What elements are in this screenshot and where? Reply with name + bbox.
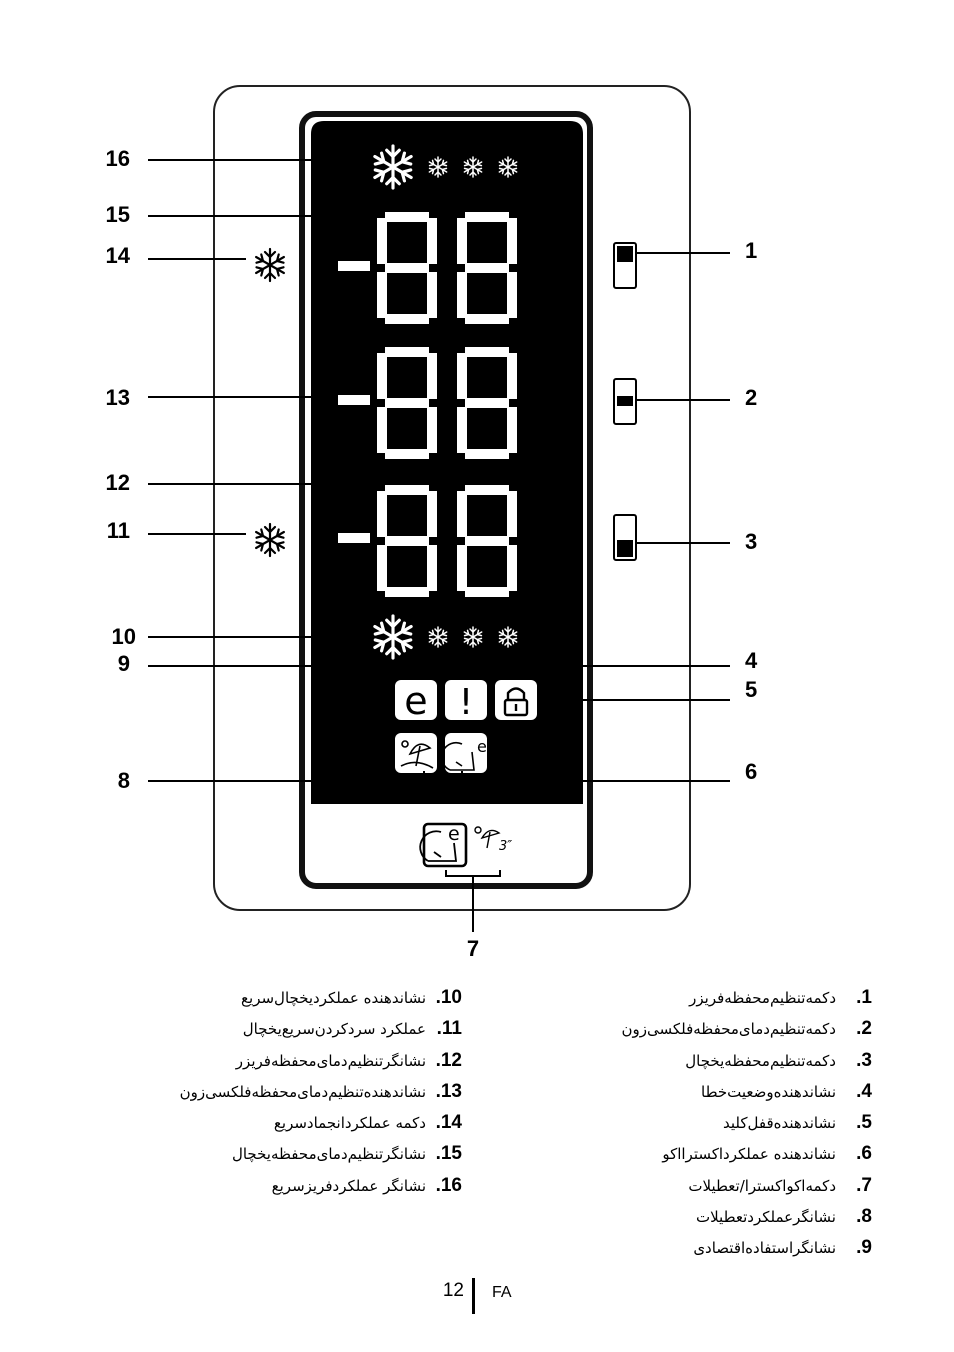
callout-11: 11 [106,518,130,543]
legend-item: 12.نشانگر‌تنظیم‌دمای‌محفظه‌فریزر [235,1049,462,1071]
legend-item: 7.دکمه‌اکو‌اکسترا/تعطیلات [688,1174,872,1196]
eco-extra-e-label: e [477,737,487,756]
callout-12: 12 [105,470,130,495]
callout-4: 4 [745,648,758,673]
legend-item: 10.نشاندهنده عملکرد‌یخچال‌سریع [241,987,462,1008]
fridge-set-button[interactable] [614,515,636,560]
freezer-set-button[interactable] [614,243,636,288]
legend-column-right [542,982,872,1264]
callout-10: 10 [111,624,136,649]
legend-item: 3.دکمه‌تنظیم‌محفظه‌یخچال [685,1049,872,1071]
legend-item: 15.نشانگر‌تنظیم‌دمای‌محفظه‌یخچال [231,1143,462,1165]
legend-item: 9.نشانگر‌استفاده‌اقتصادی [693,1237,872,1259]
svg-text:3″: 3″ [499,839,513,854]
legend-column-left [132,982,462,1201]
footer-divider [472,1278,475,1314]
callout-14: 14 [105,243,130,268]
legend-item: 11.عملکرد سرد‌کردن‌سریع‌یخچال [242,1018,462,1040]
callout-6: 6 [745,759,758,784]
legend-item: 16.نشانگر عملکرد‌فریز‌سریع [271,1174,462,1196]
callout-3: 3 [745,529,758,554]
page-number: 12 [442,1280,464,1301]
legend-item: 2.دکمه‌تنظیم‌دمای‌محفظه‌فلکسی‌زون [621,1018,872,1040]
flexi-zone-set-button[interactable] [614,379,636,424]
svg-text:e: e [448,823,460,845]
legend-item: 5.نشاندهنده‌قفل‌کلید [723,1112,872,1134]
legend-item: 14.دکمه عملکرد‌انجماد‌سریع [273,1112,462,1134]
callout-2: 2 [745,385,758,410]
eco-indicator-label: e [404,679,428,723]
error-indicator-label: ! [458,682,474,723]
callout-9: 9 [117,651,130,676]
language-code: FA [492,1284,512,1301]
legend-item: 13.نشاندهنده‌تنظیم‌دمای‌محفظه‌فلکسی‌زون [179,1080,462,1102]
page-footer [0,1278,954,1318]
legend-item: 6.نشاندهنده عملکرد‌اکسترا‌اکو [662,1143,872,1165]
legend-item: 4.نشاندهنده‌وضعیت‌خطا [701,1080,872,1102]
callout-15: 15 [105,202,130,227]
callout-7: 7 [466,936,480,960]
legend-item: 1.دکمه‌تنظیم‌محفظه‌فریزر [689,987,872,1008]
legend-item: 8.نشانگر‌عملکرد‌تعطیلات [695,1206,872,1228]
callout-5: 5 [745,677,758,702]
callout-16: 16 [105,146,130,171]
callout-13: 13 [105,385,130,410]
callout-1: 1 [745,238,758,263]
callout-8: 8 [117,768,130,793]
